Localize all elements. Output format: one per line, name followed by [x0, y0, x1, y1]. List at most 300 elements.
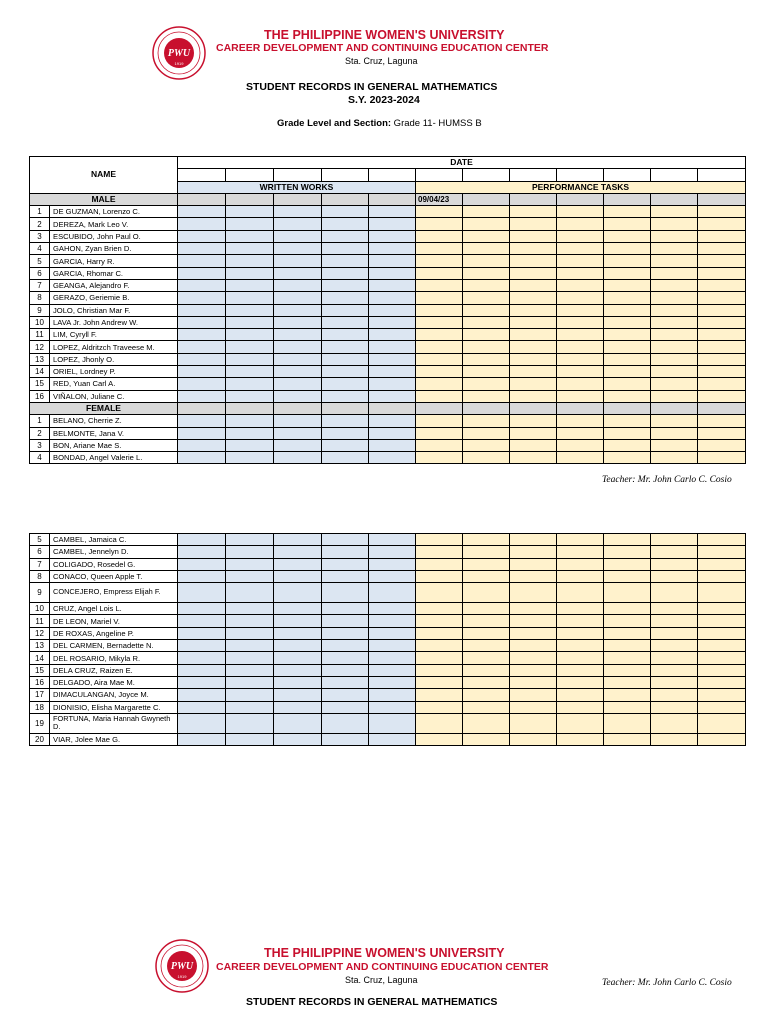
performance-task-score-cell[interactable]	[698, 689, 746, 701]
performance-task-score-cell[interactable]	[651, 390, 698, 402]
written-work-score-cell[interactable]	[178, 615, 226, 627]
performance-task-score-cell[interactable]	[416, 341, 463, 353]
performance-task-score-cell[interactable]	[698, 341, 746, 353]
performance-task-score-cell[interactable]	[651, 279, 698, 291]
written-work-score-cell[interactable]	[226, 640, 274, 652]
written-work-score-cell[interactable]	[274, 652, 322, 664]
performance-task-score-cell[interactable]	[510, 316, 557, 328]
performance-task-score-cell[interactable]	[463, 390, 510, 402]
performance-task-score-cell[interactable]	[463, 292, 510, 304]
written-work-score-cell[interactable]	[369, 243, 416, 255]
written-work-score-cell[interactable]	[178, 427, 226, 439]
written-work-score-cell[interactable]	[274, 427, 322, 439]
written-work-score-cell[interactable]	[178, 603, 226, 615]
written-work-score-cell[interactable]	[369, 378, 416, 390]
written-work-score-cell[interactable]	[226, 329, 274, 341]
date-slot-cell[interactable]	[698, 169, 746, 181]
performance-task-score-cell[interactable]	[510, 427, 557, 439]
written-work-score-cell[interactable]	[322, 558, 369, 570]
written-work-score-cell[interactable]	[322, 255, 369, 267]
performance-task-score-cell[interactable]	[651, 218, 698, 230]
performance-task-score-cell[interactable]	[604, 603, 651, 615]
written-work-score-cell[interactable]	[226, 415, 274, 427]
performance-task-score-cell[interactable]	[698, 713, 746, 733]
performance-task-score-cell[interactable]	[416, 733, 463, 745]
performance-task-score-cell[interactable]	[698, 378, 746, 390]
performance-task-score-cell[interactable]	[416, 664, 463, 676]
performance-task-score-cell[interactable]	[416, 304, 463, 316]
performance-task-score-cell[interactable]	[651, 546, 698, 558]
written-work-score-cell[interactable]	[274, 615, 322, 627]
written-work-score-cell[interactable]	[322, 279, 369, 291]
written-work-score-cell[interactable]	[274, 218, 322, 230]
written-work-score-cell[interactable]	[274, 415, 322, 427]
written-work-score-cell[interactable]	[322, 689, 369, 701]
performance-task-score-cell[interactable]	[416, 546, 463, 558]
written-work-score-cell[interactable]	[226, 534, 274, 546]
written-work-score-cell[interactable]	[226, 583, 274, 603]
performance-task-score-cell[interactable]	[698, 292, 746, 304]
written-work-score-cell[interactable]	[226, 689, 274, 701]
written-work-score-cell[interactable]	[322, 603, 369, 615]
written-work-score-cell[interactable]	[226, 206, 274, 218]
performance-task-score-cell[interactable]	[416, 676, 463, 688]
performance-task-score-cell[interactable]	[698, 640, 746, 652]
performance-task-score-cell[interactable]	[651, 304, 698, 316]
performance-task-score-cell[interactable]	[416, 615, 463, 627]
performance-task-score-cell[interactable]	[463, 427, 510, 439]
performance-task-score-cell[interactable]	[416, 218, 463, 230]
performance-task-score-cell[interactable]	[463, 378, 510, 390]
performance-task-score-cell[interactable]	[510, 341, 557, 353]
performance-task-score-cell[interactable]	[510, 664, 557, 676]
performance-task-score-cell[interactable]	[416, 452, 463, 464]
performance-task-score-cell[interactable]	[416, 329, 463, 341]
written-work-score-cell[interactable]	[369, 689, 416, 701]
written-work-score-cell[interactable]	[274, 701, 322, 713]
performance-task-score-cell[interactable]	[604, 546, 651, 558]
performance-task-score-cell[interactable]	[651, 733, 698, 745]
performance-task-score-cell[interactable]	[557, 664, 604, 676]
performance-task-score-cell[interactable]	[604, 615, 651, 627]
date-slot-cell[interactable]	[178, 169, 226, 181]
written-work-score-cell[interactable]	[274, 292, 322, 304]
performance-task-score-cell[interactable]	[510, 218, 557, 230]
performance-task-score-cell[interactable]	[463, 603, 510, 615]
written-work-score-cell[interactable]	[274, 570, 322, 582]
performance-task-score-cell[interactable]	[463, 230, 510, 242]
performance-task-score-cell[interactable]	[557, 733, 604, 745]
performance-task-score-cell[interactable]	[604, 292, 651, 304]
written-work-score-cell[interactable]	[322, 733, 369, 745]
written-work-score-cell[interactable]	[178, 452, 226, 464]
written-work-score-cell[interactable]	[178, 378, 226, 390]
performance-task-score-cell[interactable]	[604, 341, 651, 353]
performance-task-score-cell[interactable]	[510, 267, 557, 279]
written-work-score-cell[interactable]	[274, 689, 322, 701]
date-slot-cell[interactable]	[274, 169, 322, 181]
performance-task-score-cell[interactable]	[698, 570, 746, 582]
performance-task-score-cell[interactable]	[416, 701, 463, 713]
written-work-score-cell[interactable]	[274, 627, 322, 639]
written-work-score-cell[interactable]	[274, 243, 322, 255]
performance-task-score-cell[interactable]	[651, 603, 698, 615]
performance-task-score-cell[interactable]	[604, 243, 651, 255]
performance-task-score-cell[interactable]	[510, 452, 557, 464]
written-work-score-cell[interactable]	[274, 583, 322, 603]
written-work-score-cell[interactable]	[322, 206, 369, 218]
performance-task-score-cell[interactable]	[510, 570, 557, 582]
performance-task-score-cell[interactable]	[651, 570, 698, 582]
performance-task-score-cell[interactable]	[510, 304, 557, 316]
date-slot-cell[interactable]	[369, 169, 416, 181]
written-work-score-cell[interactable]	[369, 452, 416, 464]
performance-task-score-cell[interactable]	[510, 329, 557, 341]
performance-task-score-cell[interactable]	[510, 640, 557, 652]
performance-task-score-cell[interactable]	[651, 206, 698, 218]
written-work-score-cell[interactable]	[178, 627, 226, 639]
performance-task-score-cell[interactable]	[416, 415, 463, 427]
performance-task-score-cell[interactable]	[510, 676, 557, 688]
written-work-score-cell[interactable]	[274, 279, 322, 291]
performance-task-score-cell[interactable]	[510, 292, 557, 304]
written-work-score-cell[interactable]	[322, 341, 369, 353]
written-work-score-cell[interactable]	[322, 701, 369, 713]
written-work-score-cell[interactable]	[178, 439, 226, 451]
performance-task-score-cell[interactable]	[463, 546, 510, 558]
performance-task-score-cell[interactable]	[698, 615, 746, 627]
performance-task-score-cell[interactable]	[557, 353, 604, 365]
written-work-score-cell[interactable]	[226, 341, 274, 353]
performance-task-score-cell[interactable]	[510, 546, 557, 558]
written-work-score-cell[interactable]	[274, 452, 322, 464]
written-work-score-cell[interactable]	[178, 316, 226, 328]
written-work-score-cell[interactable]	[226, 390, 274, 402]
written-work-score-cell[interactable]	[274, 603, 322, 615]
written-work-score-cell[interactable]	[274, 366, 322, 378]
performance-task-score-cell[interactable]	[416, 255, 463, 267]
written-work-score-cell[interactable]	[322, 615, 369, 627]
performance-task-score-cell[interactable]	[463, 615, 510, 627]
performance-task-score-cell[interactable]	[463, 243, 510, 255]
performance-task-score-cell[interactable]	[557, 570, 604, 582]
performance-task-score-cell[interactable]	[463, 701, 510, 713]
written-work-score-cell[interactable]	[322, 390, 369, 402]
written-work-score-cell[interactable]	[274, 378, 322, 390]
written-work-score-cell[interactable]	[369, 676, 416, 688]
date-slot-cell[interactable]	[510, 169, 557, 181]
performance-task-score-cell[interactable]	[557, 341, 604, 353]
performance-task-score-cell[interactable]	[510, 378, 557, 390]
written-work-score-cell[interactable]	[178, 558, 226, 570]
written-work-score-cell[interactable]	[369, 255, 416, 267]
performance-task-score-cell[interactable]	[510, 558, 557, 570]
performance-task-score-cell[interactable]	[604, 415, 651, 427]
performance-task-score-cell[interactable]	[557, 304, 604, 316]
written-work-score-cell[interactable]	[369, 206, 416, 218]
performance-task-score-cell[interactable]	[604, 329, 651, 341]
written-work-score-cell[interactable]	[274, 558, 322, 570]
written-work-score-cell[interactable]	[226, 292, 274, 304]
performance-task-score-cell[interactable]	[510, 206, 557, 218]
performance-task-score-cell[interactable]	[604, 664, 651, 676]
performance-task-score-cell[interactable]	[604, 230, 651, 242]
performance-task-score-cell[interactable]	[604, 353, 651, 365]
performance-task-score-cell[interactable]	[651, 415, 698, 427]
performance-task-score-cell[interactable]	[604, 378, 651, 390]
performance-task-score-cell[interactable]	[510, 534, 557, 546]
performance-task-score-cell[interactable]	[557, 603, 604, 615]
written-work-score-cell[interactable]	[369, 390, 416, 402]
performance-task-score-cell[interactable]	[416, 390, 463, 402]
performance-task-score-cell[interactable]	[698, 366, 746, 378]
performance-task-score-cell[interactable]	[463, 676, 510, 688]
written-work-score-cell[interactable]	[226, 427, 274, 439]
performance-task-score-cell[interactable]	[698, 534, 746, 546]
performance-task-score-cell[interactable]	[416, 243, 463, 255]
written-work-score-cell[interactable]	[369, 366, 416, 378]
performance-task-score-cell[interactable]	[698, 427, 746, 439]
written-work-score-cell[interactable]	[322, 583, 369, 603]
performance-task-score-cell[interactable]	[698, 652, 746, 664]
written-work-score-cell[interactable]	[178, 701, 226, 713]
written-work-score-cell[interactable]	[322, 652, 369, 664]
performance-task-score-cell[interactable]	[510, 366, 557, 378]
performance-task-score-cell[interactable]	[651, 664, 698, 676]
written-work-score-cell[interactable]	[322, 267, 369, 279]
written-work-score-cell[interactable]	[178, 255, 226, 267]
performance-task-score-cell[interactable]	[604, 701, 651, 713]
performance-task-score-cell[interactable]	[557, 427, 604, 439]
performance-task-score-cell[interactable]	[651, 329, 698, 341]
written-work-score-cell[interactable]	[178, 218, 226, 230]
written-work-score-cell[interactable]	[369, 279, 416, 291]
performance-task-score-cell[interactable]	[604, 534, 651, 546]
written-work-score-cell[interactable]	[226, 452, 274, 464]
performance-task-score-cell[interactable]	[698, 329, 746, 341]
performance-task-score-cell[interactable]	[651, 353, 698, 365]
performance-task-score-cell[interactable]	[557, 534, 604, 546]
performance-task-score-cell[interactable]	[463, 570, 510, 582]
written-work-score-cell[interactable]	[322, 316, 369, 328]
performance-task-score-cell[interactable]	[698, 664, 746, 676]
performance-task-score-cell[interactable]	[463, 267, 510, 279]
performance-task-score-cell[interactable]	[698, 304, 746, 316]
written-work-score-cell[interactable]	[322, 570, 369, 582]
performance-task-score-cell[interactable]	[510, 439, 557, 451]
performance-task-score-cell[interactable]	[463, 304, 510, 316]
performance-task-score-cell[interactable]	[698, 701, 746, 713]
written-work-score-cell[interactable]	[322, 230, 369, 242]
performance-task-score-cell[interactable]	[463, 452, 510, 464]
written-work-score-cell[interactable]	[178, 676, 226, 688]
performance-task-score-cell[interactable]	[557, 267, 604, 279]
written-work-score-cell[interactable]	[178, 341, 226, 353]
performance-task-score-cell[interactable]	[557, 415, 604, 427]
written-work-score-cell[interactable]	[322, 292, 369, 304]
performance-task-score-cell[interactable]	[463, 627, 510, 639]
performance-task-score-cell[interactable]	[416, 427, 463, 439]
written-work-score-cell[interactable]	[322, 534, 369, 546]
written-work-score-cell[interactable]	[178, 366, 226, 378]
written-work-score-cell[interactable]	[226, 676, 274, 688]
written-work-score-cell[interactable]	[369, 267, 416, 279]
performance-task-score-cell[interactable]	[604, 713, 651, 733]
performance-task-score-cell[interactable]	[651, 439, 698, 451]
performance-task-score-cell[interactable]	[510, 713, 557, 733]
performance-task-score-cell[interactable]	[604, 279, 651, 291]
performance-task-score-cell[interactable]	[416, 534, 463, 546]
written-work-score-cell[interactable]	[369, 640, 416, 652]
performance-task-score-cell[interactable]	[557, 316, 604, 328]
written-work-score-cell[interactable]	[226, 439, 274, 451]
performance-task-score-cell[interactable]	[604, 218, 651, 230]
performance-task-score-cell[interactable]	[510, 243, 557, 255]
performance-task-score-cell[interactable]	[416, 378, 463, 390]
written-work-score-cell[interactable]	[369, 546, 416, 558]
performance-task-score-cell[interactable]	[510, 689, 557, 701]
written-work-score-cell[interactable]	[322, 713, 369, 733]
performance-task-score-cell[interactable]	[651, 452, 698, 464]
performance-task-score-cell[interactable]	[698, 558, 746, 570]
written-work-score-cell[interactable]	[322, 353, 369, 365]
written-work-score-cell[interactable]	[369, 341, 416, 353]
written-work-score-cell[interactable]	[322, 427, 369, 439]
written-work-score-cell[interactable]	[226, 733, 274, 745]
performance-task-score-cell[interactable]	[416, 279, 463, 291]
written-work-score-cell[interactable]	[226, 304, 274, 316]
written-work-score-cell[interactable]	[178, 664, 226, 676]
performance-task-score-cell[interactable]	[416, 640, 463, 652]
written-work-score-cell[interactable]	[322, 546, 369, 558]
written-work-score-cell[interactable]	[178, 243, 226, 255]
written-work-score-cell[interactable]	[322, 452, 369, 464]
performance-task-score-cell[interactable]	[604, 316, 651, 328]
written-work-score-cell[interactable]	[226, 546, 274, 558]
written-work-score-cell[interactable]	[178, 570, 226, 582]
performance-task-score-cell[interactable]	[463, 664, 510, 676]
performance-task-score-cell[interactable]	[416, 316, 463, 328]
written-work-score-cell[interactable]	[369, 427, 416, 439]
written-work-score-cell[interactable]	[274, 534, 322, 546]
written-work-score-cell[interactable]	[226, 570, 274, 582]
performance-task-score-cell[interactable]	[416, 292, 463, 304]
performance-task-score-cell[interactable]	[416, 713, 463, 733]
written-work-score-cell[interactable]	[322, 243, 369, 255]
performance-task-score-cell[interactable]	[557, 279, 604, 291]
performance-task-score-cell[interactable]	[557, 390, 604, 402]
performance-task-score-cell[interactable]	[651, 534, 698, 546]
written-work-score-cell[interactable]	[274, 329, 322, 341]
performance-task-score-cell[interactable]	[557, 292, 604, 304]
performance-task-score-cell[interactable]	[651, 713, 698, 733]
performance-task-score-cell[interactable]	[557, 255, 604, 267]
performance-task-score-cell[interactable]	[651, 676, 698, 688]
performance-task-score-cell[interactable]	[463, 279, 510, 291]
performance-task-score-cell[interactable]	[557, 452, 604, 464]
written-work-score-cell[interactable]	[178, 304, 226, 316]
performance-task-score-cell[interactable]	[557, 689, 604, 701]
performance-task-score-cell[interactable]	[604, 689, 651, 701]
performance-task-score-cell[interactable]	[698, 267, 746, 279]
written-work-score-cell[interactable]	[274, 316, 322, 328]
performance-task-score-cell[interactable]	[651, 292, 698, 304]
written-work-score-cell[interactable]	[226, 366, 274, 378]
written-work-score-cell[interactable]	[274, 439, 322, 451]
performance-task-score-cell[interactable]	[463, 640, 510, 652]
performance-task-score-cell[interactable]	[698, 255, 746, 267]
performance-task-score-cell[interactable]	[463, 534, 510, 546]
written-work-score-cell[interactable]	[178, 390, 226, 402]
written-work-score-cell[interactable]	[369, 218, 416, 230]
written-work-score-cell[interactable]	[369, 664, 416, 676]
performance-task-score-cell[interactable]	[698, 218, 746, 230]
performance-task-score-cell[interactable]	[557, 713, 604, 733]
performance-task-score-cell[interactable]	[416, 366, 463, 378]
performance-task-score-cell[interactable]	[698, 583, 746, 603]
performance-task-score-cell[interactable]	[604, 427, 651, 439]
written-work-score-cell[interactable]	[274, 676, 322, 688]
date-slot-cell[interactable]	[322, 169, 369, 181]
performance-task-score-cell[interactable]	[463, 689, 510, 701]
written-work-score-cell[interactable]	[178, 279, 226, 291]
performance-task-score-cell[interactable]	[604, 304, 651, 316]
performance-task-score-cell[interactable]	[510, 353, 557, 365]
written-work-score-cell[interactable]	[274, 664, 322, 676]
performance-task-score-cell[interactable]	[510, 390, 557, 402]
performance-task-score-cell[interactable]	[463, 583, 510, 603]
written-work-score-cell[interactable]	[274, 304, 322, 316]
performance-task-score-cell[interactable]	[463, 439, 510, 451]
written-work-score-cell[interactable]	[322, 664, 369, 676]
performance-task-score-cell[interactable]	[604, 627, 651, 639]
written-work-score-cell[interactable]	[178, 689, 226, 701]
performance-task-score-cell[interactable]	[698, 279, 746, 291]
performance-task-score-cell[interactable]	[510, 279, 557, 291]
performance-task-score-cell[interactable]	[604, 558, 651, 570]
performance-task-score-cell[interactable]	[698, 452, 746, 464]
written-work-score-cell[interactable]	[369, 652, 416, 664]
performance-task-score-cell[interactable]	[698, 415, 746, 427]
performance-task-score-cell[interactable]	[651, 243, 698, 255]
performance-task-score-cell[interactable]	[557, 701, 604, 713]
performance-task-score-cell[interactable]	[651, 230, 698, 242]
performance-task-score-cell[interactable]	[604, 640, 651, 652]
written-work-score-cell[interactable]	[369, 615, 416, 627]
performance-task-score-cell[interactable]	[698, 439, 746, 451]
written-work-score-cell[interactable]	[322, 676, 369, 688]
performance-task-score-cell[interactable]	[416, 353, 463, 365]
written-work-score-cell[interactable]	[322, 329, 369, 341]
performance-task-score-cell[interactable]	[698, 206, 746, 218]
performance-task-score-cell[interactable]	[557, 329, 604, 341]
date-slot-cell[interactable]	[463, 169, 510, 181]
written-work-score-cell[interactable]	[274, 341, 322, 353]
written-work-score-cell[interactable]	[178, 713, 226, 733]
performance-task-score-cell[interactable]	[510, 615, 557, 627]
performance-task-score-cell[interactable]	[604, 439, 651, 451]
performance-task-score-cell[interactable]	[698, 627, 746, 639]
performance-task-score-cell[interactable]	[651, 267, 698, 279]
performance-task-score-cell[interactable]	[698, 546, 746, 558]
written-work-score-cell[interactable]	[226, 652, 274, 664]
performance-task-score-cell[interactable]	[604, 676, 651, 688]
performance-task-score-cell[interactable]	[698, 230, 746, 242]
performance-task-score-cell[interactable]	[557, 218, 604, 230]
performance-task-score-cell[interactable]	[416, 652, 463, 664]
written-work-score-cell[interactable]	[274, 206, 322, 218]
performance-task-score-cell[interactable]	[463, 558, 510, 570]
